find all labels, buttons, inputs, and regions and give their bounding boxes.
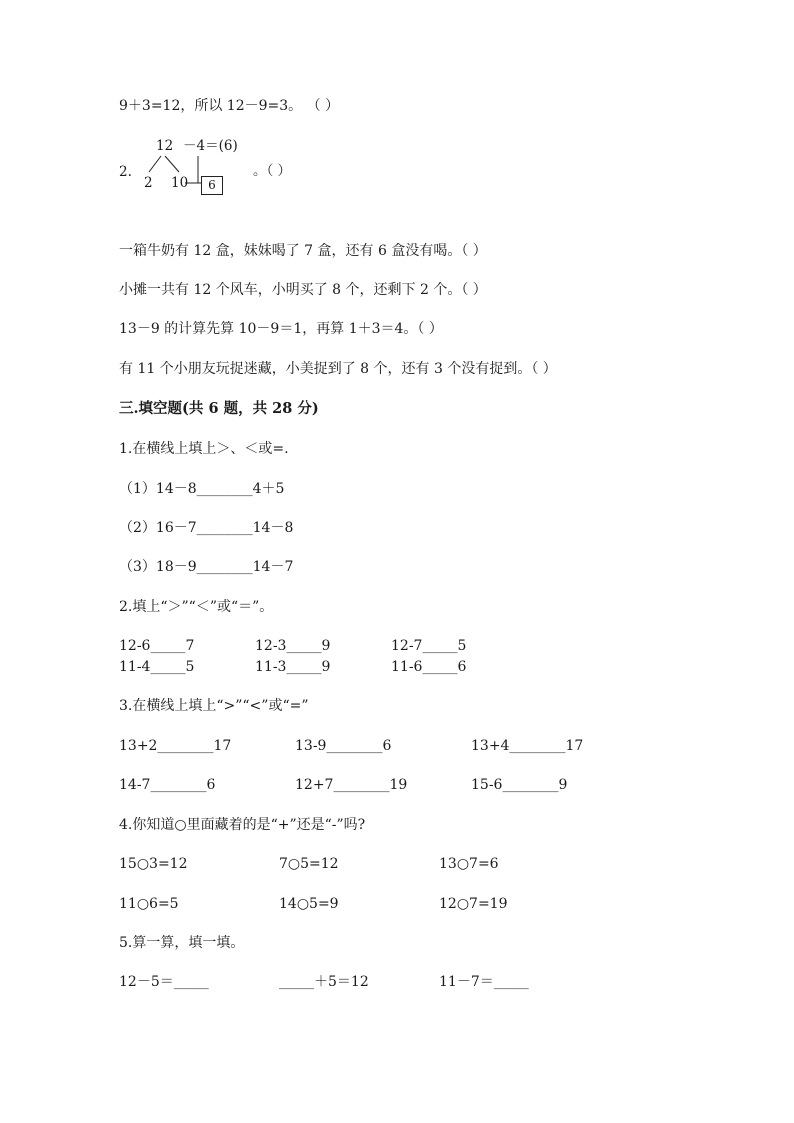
q4-r1-c1: 15○3=12 — [119, 856, 188, 872]
q5-title: 5.算一算，填一填。 — [119, 935, 245, 951]
diagram-bottom-left: 2 — [144, 175, 153, 191]
q4-r1-c2: 7○5=12 — [279, 856, 339, 872]
q4-r2-c1: 11○6=5 — [119, 896, 179, 912]
q2-r1-c3: 12-7_____5 — [391, 638, 467, 654]
q1-title: 1.在横线上填上＞、＜或=. — [119, 441, 289, 457]
judge-item-6: 有 11 个小朋友玩捉迷藏，小美捉到了 8 个，还有 3 个没有捉到。（ ） — [119, 361, 557, 377]
q1-row-1: （1）14－8________4＋5 — [119, 481, 285, 497]
q3-r2-c3: 15-6________9 — [471, 777, 568, 793]
answer-box: 6 — [201, 176, 223, 195]
q2-title: 2.填上“＞”“＜”或“＝”。 — [119, 599, 274, 615]
q2-r2-c1: 11-4_____5 — [119, 659, 195, 675]
q2-r2-c3: 11-6_____6 — [391, 659, 467, 675]
q1-row-3: （3）18－9________14－7 — [119, 559, 294, 575]
section-title: 三.填空题(共 6 题，共 28 分) — [119, 400, 319, 417]
q5-r1-c2: _____＋5＝12 — [279, 974, 369, 990]
judge-item-5: 13－9 的计算先算 10－9＝1，再算 1＋3＝4。（ ） — [119, 321, 443, 337]
number-split-diagram — [119, 138, 379, 200]
diagram-top-left: 12 — [156, 138, 174, 154]
judge-item-4: 小摊一共有 12 个风车，小明买了 8 个，还剩下 2 个。（ ） — [119, 282, 487, 298]
diagram-tail: 。（ ） — [253, 163, 292, 179]
diagram-top-right: －4＝(6) — [183, 138, 238, 154]
q2-r1-c1: 12-6_____7 — [119, 638, 195, 654]
diagram-bottom-mid: 10 — [171, 175, 189, 191]
q3-r2-c1: 14-7________6 — [119, 777, 216, 793]
q5-r1-c3: 11－7＝_____ — [439, 974, 529, 990]
judge-item-1: 9＋3=12，所以 12－9=3。 （ ） — [119, 98, 340, 114]
split-lines — [119, 138, 379, 200]
q3-title: 3.在横线上填上“>”“<”或“=” — [119, 698, 309, 714]
q4-r2-c2: 14○5=9 — [279, 896, 339, 912]
q3-r1-c1: 13+2________17 — [119, 738, 232, 754]
judge-item-3: 一箱牛奶有 12 盒，妹妹喝了 7 盒，还有 6 盒没有喝。（ ） — [119, 243, 487, 259]
q5-r1-c1: 12－5＝_____ — [119, 974, 209, 990]
q4-title: 4.你知道○里面藏着的是“+”还是“-”吗? — [119, 817, 366, 833]
q2-r1-c2: 12-3_____9 — [255, 638, 331, 654]
q3-r2-c2: 12+7________19 — [295, 777, 408, 793]
diagram-question-number: 2. — [119, 164, 132, 180]
q3-r1-c2: 13-9________6 — [295, 738, 392, 754]
q2-r2-c2: 11-3_____9 — [255, 659, 331, 675]
q1-row-2: （2）16－7________14－8 — [119, 520, 294, 536]
q4-r1-c3: 13○7=6 — [439, 856, 499, 872]
q3-r1-c3: 13+4________17 — [471, 738, 584, 754]
q4-r2-c3: 12○7=19 — [439, 896, 508, 912]
